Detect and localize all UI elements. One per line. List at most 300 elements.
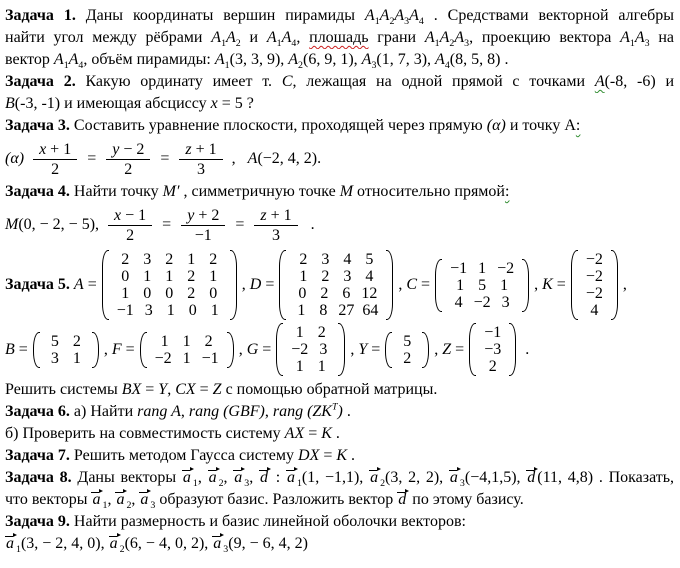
task5-label-a [5, 276, 97, 294]
text-run: а) Найти [69, 403, 138, 420]
text-run: = [258, 340, 272, 358]
matrix-D [279, 250, 393, 320]
math-run: A [454, 29, 465, 46]
math-run: z [260, 206, 267, 224]
vector-symbol: a [213, 535, 222, 552]
text-run: что векторы [5, 491, 92, 508]
text-run: Найти точку [69, 183, 163, 200]
text-run: Решить системы [5, 381, 122, 398]
math-run: BX [121, 381, 142, 398]
task8-line2 [5, 489, 674, 511]
equals-sign: = [160, 150, 170, 167]
math-run: A [409, 7, 419, 24]
text-run: (11, 4,8) . Показать, [537, 469, 674, 486]
subscript: 1 [296, 478, 302, 489]
left-paren [33, 332, 40, 368]
fraction-denominator: 3 [197, 160, 206, 178]
equals-sign: = [87, 150, 97, 167]
task3-equation [5, 137, 674, 181]
matrix-cell: 1 [209, 268, 218, 285]
subscript: 1 [224, 60, 230, 72]
text-run: = [14, 340, 28, 358]
text-run: Решить методом Гаусса систему [69, 447, 299, 464]
task2-line1 [5, 71, 674, 93]
task-label: Задача 8. [5, 469, 72, 486]
task1-line1 [5, 5, 674, 27]
task5-matrix-row-1 [5, 250, 674, 320]
text-run: , [223, 469, 234, 486]
task2-line2 [5, 93, 674, 115]
text-run: : [575, 117, 581, 134]
task-label: Задача 5. [5, 276, 70, 293]
vector-symbol: a [449, 469, 458, 486]
matrix-cell: 3 [501, 293, 510, 311]
text-run: : [504, 183, 510, 200]
task5-label-z [434, 341, 464, 359]
subscript: 3 [150, 500, 156, 512]
text-run: грани [368, 29, 425, 46]
math-run: A [211, 29, 222, 46]
matrix-cell: 1 [165, 268, 174, 285]
math-run: C [406, 276, 418, 293]
math-run: x [39, 140, 47, 158]
text-run: . [342, 403, 351, 420]
right-paren [611, 250, 618, 320]
text-run: с помощью обратной матрицы. [221, 381, 438, 398]
matrix-row [290, 251, 382, 268]
matrix-cell: 1 [295, 324, 304, 341]
task7-line [5, 445, 674, 467]
vector-symbol: d [260, 469, 268, 486]
math-run: x [114, 206, 122, 224]
math-run: A [361, 51, 372, 68]
matrix-cell: 1 [187, 251, 196, 268]
task-label: Задача 2. [5, 73, 76, 90]
text-run: , [180, 403, 189, 420]
left-paren [276, 323, 283, 376]
matrix-cell: 4 [343, 251, 352, 268]
matrix-cell: 2 [317, 324, 326, 341]
math-run: Y [358, 340, 368, 358]
matrix-cell: 2 [320, 285, 329, 302]
fraction-numerator [33, 140, 77, 160]
matrix-row [582, 302, 607, 319]
text-run: = [141, 381, 159, 398]
math-run: A [214, 51, 225, 68]
left-paren [435, 259, 442, 312]
task3-point-a [232, 150, 321, 168]
math-run: A [364, 7, 375, 24]
text-run: . [521, 340, 530, 358]
fraction-denominator: 3 [272, 226, 280, 244]
math-run: Z [212, 381, 222, 398]
period [521, 341, 529, 359]
matrix-cell: 3 [343, 268, 352, 285]
left-paren [469, 323, 476, 376]
matrix-row [396, 333, 418, 350]
matrix-cell: 1 [299, 268, 308, 285]
math-run: (ZK [307, 403, 332, 420]
text-run: по этому базису. [408, 491, 524, 508]
task6-line-a [5, 401, 674, 423]
matrix-cell: 0 [298, 285, 307, 302]
text-run: = [451, 340, 465, 358]
subscript: 3 [464, 38, 470, 49]
text-run: , [296, 29, 310, 46]
vector-symbol: a [286, 469, 295, 486]
vector-symbol: d [527, 469, 536, 486]
matrix-row [44, 350, 88, 367]
matrix-K [571, 250, 618, 320]
text-run: вектор [5, 51, 54, 68]
text-run: , [622, 276, 627, 293]
matrix-cell: −2 [154, 349, 172, 367]
task5-matrix-row-2 [5, 323, 674, 376]
text-run: (9, − 6, 4, 2) [228, 535, 308, 552]
text-run: плошадь [309, 29, 369, 46]
matrix-cell: −2 [291, 341, 309, 358]
math-run: rang A [137, 403, 181, 420]
subscript: 3 [371, 60, 377, 72]
text-run: , [264, 403, 273, 420]
matrix-cell: 1 [182, 349, 191, 367]
matrix-row [287, 324, 334, 341]
subscript: 4 [418, 16, 424, 27]
matrix-cell: −3 [484, 341, 502, 358]
matrix-cell: 0 [209, 285, 218, 302]
math-run: A [379, 7, 390, 24]
text-run: , [350, 340, 359, 358]
text-run: − 1 [121, 206, 147, 224]
math-run: A [53, 51, 64, 68]
vector-symbol: a [116, 491, 125, 508]
subscript: 2 [126, 500, 132, 512]
subscript: 2 [449, 38, 455, 49]
math-run: A [634, 29, 645, 46]
math-run: M [5, 216, 19, 233]
matrix-cell: 5 [50, 332, 59, 350]
math-run: z [185, 140, 192, 158]
matrix-cell: 3 [319, 341, 328, 358]
text-run: . Средствами векторной алгебры [423, 7, 674, 24]
math-run: A [226, 29, 236, 46]
left-paren [571, 250, 578, 320]
right-paren [386, 250, 393, 320]
text-run: (3, 3, 9), [229, 51, 289, 68]
text-run: (−4,1,5), [464, 469, 527, 486]
text-run: + 1 [266, 206, 292, 224]
fraction-z [254, 206, 297, 245]
text-run: . [331, 425, 340, 442]
matrix-row [151, 350, 223, 367]
matrix-row [290, 268, 382, 285]
matrix-cell: 3 [143, 251, 152, 268]
matrix-cell: 1 [166, 302, 175, 319]
subscript: 2 [389, 16, 395, 27]
matrix-row [113, 302, 226, 319]
matrix-cell: 2 [187, 268, 196, 285]
text-run: (3, − 2, 4, 0), [20, 535, 109, 552]
text-run: (-8, -6) и [604, 73, 674, 90]
math-run: A [394, 7, 405, 24]
text-run: , [534, 276, 543, 293]
text-run: , [249, 469, 259, 486]
matrix-cell: 2 [165, 251, 174, 268]
math-run: rang [188, 403, 220, 420]
subscript: 3 [223, 544, 229, 556]
left-paren [102, 250, 109, 320]
text-run: (-3, -1) и имеющая абсциссу [14, 95, 211, 112]
matrix-row [480, 341, 505, 358]
matrix-B [33, 332, 99, 368]
matrix-row [446, 294, 518, 311]
math-run: A [439, 29, 450, 46]
matrix-row [151, 333, 223, 350]
text-run: = 5 ? [217, 95, 254, 112]
task5-label-d [242, 276, 275, 294]
subscript: 2 [119, 544, 125, 556]
matrix-cell: 2 [321, 268, 330, 285]
task-label: Задача 1. [5, 7, 76, 24]
subscript: 1 [276, 38, 282, 49]
fraction-denominator: −1 [194, 226, 212, 244]
fraction-x [108, 206, 152, 245]
text-run: Составить уравнение плоскости, проходящей через прямую [69, 117, 487, 134]
text-run: (8, 5, 8) . [449, 51, 509, 68]
text-run: б) Проверить на совместимость систему [5, 425, 285, 442]
matrix-cell: 12 [361, 285, 378, 302]
matrix-row [480, 358, 505, 375]
text-run: Найти размерность и базис линейной оболочки векторов: [69, 513, 466, 530]
text-run: = [83, 276, 97, 293]
matrix-cell: 1 [182, 332, 191, 350]
subscript: 1 [629, 38, 635, 49]
matrix-cell: 5 [403, 332, 412, 350]
matrix-row [582, 285, 607, 302]
task-label: Задача 6. [5, 403, 70, 420]
matrix-cell: −1 [484, 324, 502, 341]
text-run: = [367, 340, 381, 358]
task4-equation [5, 203, 674, 247]
task5-label-c [398, 276, 430, 294]
math-run: A [620, 29, 630, 46]
right-paren [338, 323, 345, 376]
alpha-line-label: (α) [5, 150, 25, 167]
text-run: = [304, 425, 322, 442]
fraction-y [106, 140, 150, 179]
text-run: Какую ординату имеет т. [75, 73, 282, 90]
task9-line2 [5, 533, 674, 555]
fraction-numerator [108, 206, 152, 226]
task9-line1 [5, 511, 674, 533]
vector-symbol: a [140, 491, 149, 508]
text-run: относительно прямой [353, 183, 505, 200]
text-run: + 2 [194, 206, 220, 224]
text-run: , [434, 340, 443, 358]
subscript: 2 [298, 60, 303, 72]
left-paren [140, 332, 147, 368]
task1-line3 [5, 49, 674, 71]
matrix-cell: 2 [121, 251, 130, 268]
matrix-cell: 1 [210, 302, 219, 319]
text-run: = [417, 276, 431, 293]
math-run: Z [442, 340, 452, 358]
matrix-cell: 4 [590, 302, 599, 319]
left-paren [279, 250, 286, 320]
text-run: , объём пирамиды: [83, 51, 215, 68]
matrix-F [140, 332, 234, 368]
matrix-cell: −2 [585, 251, 603, 268]
text-run: + 1 [191, 140, 217, 158]
text-run: (−2, 4, 2). [257, 150, 322, 167]
matrix-cell: −1 [450, 259, 468, 277]
matrix-cell: 1 [317, 358, 326, 375]
matrix-G [276, 323, 345, 376]
text-run: = [552, 276, 566, 293]
right-paren [227, 332, 234, 368]
text-run: = [195, 381, 213, 398]
math-run: Y [158, 381, 168, 398]
matrix-cell: 3 [144, 302, 153, 319]
matrix-cell: 1 [121, 285, 130, 302]
task6-line-b [5, 423, 674, 445]
matrix-row [396, 350, 418, 367]
math-run: C [281, 73, 293, 90]
fraction-numerator [106, 140, 150, 160]
matrix-cell: −2 [473, 293, 491, 311]
matrix-row [113, 285, 226, 302]
matrix-C [435, 259, 529, 312]
subscript: 1 [16, 544, 21, 556]
matrix-cell: 2 [488, 358, 497, 375]
text-run: , [131, 491, 140, 508]
math-run: K [336, 447, 348, 464]
text-run: . [306, 216, 315, 233]
math-run: A [266, 29, 277, 46]
task-label: Задача 9. [5, 513, 70, 530]
matrix-cell: 5 [365, 251, 374, 268]
matrix-cell: 1 [72, 349, 81, 367]
text-run: и точку А [505, 117, 576, 134]
subscript: 3 [404, 16, 410, 27]
text-run: : [270, 469, 286, 486]
math-run: A [424, 29, 435, 46]
text-run: = [261, 276, 275, 293]
matrix-cell: 1 [456, 276, 465, 294]
math-run: B [5, 340, 15, 358]
text-run: = [121, 340, 135, 358]
task3-heading [5, 115, 674, 137]
text-run: , симметричную точке [179, 183, 340, 200]
math-run: B [5, 95, 15, 112]
vector-symbol: a [109, 535, 118, 552]
text-run: , [107, 491, 116, 508]
math-run: F [111, 340, 122, 358]
vector-symbol: a [208, 469, 217, 486]
matrix-Y [385, 332, 429, 368]
matrix-cell: 2 [72, 332, 81, 350]
task-label: Задача 4. [5, 183, 70, 200]
math-run: ) [337, 403, 343, 420]
right-paren [230, 250, 237, 320]
text-run: образуют базис. Разложить вектор [155, 491, 398, 508]
fraction-numerator [179, 140, 222, 160]
matrix-cell: 3 [50, 349, 59, 367]
subscript: 2 [380, 478, 386, 489]
math-run: rang [272, 403, 304, 420]
subscript: 3 [459, 478, 465, 489]
subscript: 3 [644, 38, 650, 49]
subscript: 4 [444, 60, 450, 72]
matrix-row [113, 251, 226, 268]
task-label: Задача 3. [5, 117, 70, 134]
vector-symbol: a [234, 469, 243, 486]
math-run: M′ [162, 183, 180, 200]
matrix-cell: 8 [319, 302, 328, 319]
matrix-cell: −2 [585, 285, 603, 302]
matrix-cell: 6 [342, 285, 351, 302]
fraction-denominator: 2 [126, 226, 135, 244]
matrix-cell: 27 [338, 302, 355, 319]
math-run: A [281, 29, 292, 46]
subscript: 3 [244, 478, 250, 489]
math-run: A [73, 276, 84, 293]
text-run: найти угол между рёбрами [5, 29, 212, 46]
matrix-cell: 0 [188, 302, 197, 319]
matrix-cell: 64 [362, 302, 379, 319]
matrix-row [290, 302, 382, 319]
matrix-cell: 5 [478, 276, 487, 294]
fraction-z [179, 140, 222, 179]
fraction-denominator: 2 [124, 160, 133, 178]
text-run: , [103, 340, 112, 358]
matrix-cell: −1 [116, 302, 134, 319]
matrix-A [102, 250, 237, 320]
subscript: 1 [63, 60, 69, 72]
right-paren [92, 332, 99, 368]
math-run: A [68, 51, 79, 68]
matrix-cell: 1 [160, 332, 169, 350]
matrix-cell: 1 [297, 302, 306, 319]
matrix-cell: 2 [299, 251, 308, 268]
math-run: A [594, 73, 605, 90]
math-run: DX [298, 447, 320, 464]
task5-label-y [350, 341, 380, 359]
matrix-row [113, 268, 226, 285]
right-paren [522, 259, 529, 312]
fraction-numerator [254, 206, 297, 226]
text-run: (1, −1,1), [301, 469, 370, 486]
task8-line1 [5, 467, 674, 489]
superscript: T [331, 401, 338, 413]
matrix-row [287, 358, 334, 375]
task5-label-f [104, 341, 135, 359]
matrix-cell: 4 [454, 293, 463, 311]
subscript: 2 [218, 478, 224, 489]
fraction-y [181, 206, 225, 245]
subscript: 1 [192, 478, 198, 489]
task4-point-m [5, 216, 99, 234]
matrix-cell: 1 [478, 259, 487, 277]
matrix-cell: 4 [365, 268, 374, 285]
matrix-row [582, 251, 607, 268]
subscript: 2 [235, 38, 241, 49]
text-run: − 2 [119, 140, 145, 158]
text-run: на [649, 29, 674, 46]
matrix-row [446, 260, 518, 277]
matrix-row [582, 268, 607, 285]
text-run: (3, 2, 2), [385, 469, 449, 486]
